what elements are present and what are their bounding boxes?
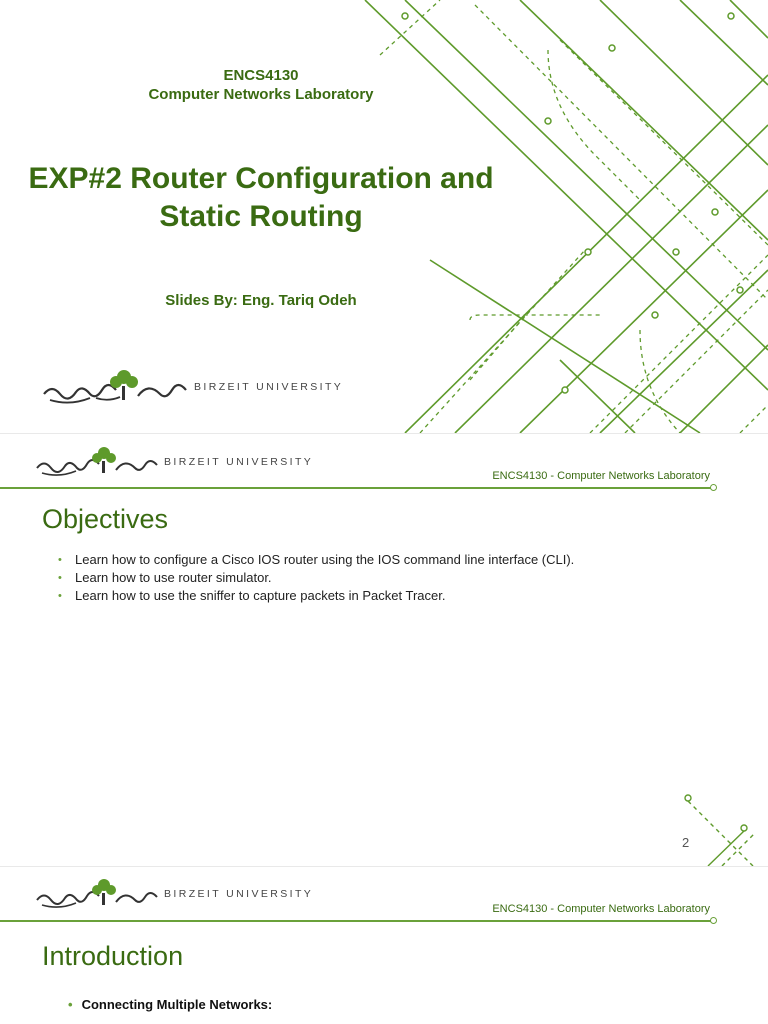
title-line-2: Static Routing <box>159 200 363 233</box>
title-slide <box>0 0 768 433</box>
tree-icon <box>34 446 160 478</box>
page-number: 2 <box>682 835 690 850</box>
course-name: Computer Networks Laboratory <box>148 86 374 103</box>
header-divider <box>0 487 712 489</box>
author-credit: Slides By: Eng. Tariq Odeh <box>165 292 357 309</box>
university-name: BIRZEIT UNIVERSITY <box>164 456 314 468</box>
slide-title <box>0 160 522 236</box>
tree-icon <box>40 368 190 406</box>
introduction-slide <box>0 867 768 1024</box>
list-item: • Learn how to use router simulator. <box>58 569 574 587</box>
divider-node <box>710 917 717 924</box>
list-item <box>68 997 272 1012</box>
list-item: • Learn how to use the sniffer to capture packets in Packet Tracer. <box>58 587 574 605</box>
corner-circuit-decoration <box>678 789 768 866</box>
objectives-slide <box>0 434 768 866</box>
course-code: ENCS4130 <box>223 67 299 84</box>
header-divider <box>0 920 712 922</box>
university-logo <box>40 368 343 406</box>
slide-footer: ENCS4130 - Computer Networks Laboratory <box>492 903 710 915</box>
list-item: • Learn how to configure a Cisco IOS router using the IOS command line interface (CLI). <box>58 551 574 569</box>
objectives-list <box>58 551 574 605</box>
title-line-1: EXP#2 Router Configuration and <box>28 162 494 195</box>
slide-footer: ENCS4130 - Computer Networks Laboratory <box>492 470 710 482</box>
university-logo <box>34 878 313 910</box>
list-item-label: Connecting Multiple Networks: <box>81 997 273 1012</box>
slide-heading: Introduction <box>42 941 184 971</box>
university-logo <box>34 446 313 478</box>
bullet-icon: • <box>68 997 73 1012</box>
university-name: BIRZEIT UNIVERSITY <box>194 381 344 393</box>
tree-icon <box>34 878 160 910</box>
divider-node <box>710 484 717 491</box>
course-heading <box>0 66 522 104</box>
slide-heading: Objectives <box>42 504 169 534</box>
university-name: BIRZEIT UNIVERSITY <box>164 888 314 900</box>
